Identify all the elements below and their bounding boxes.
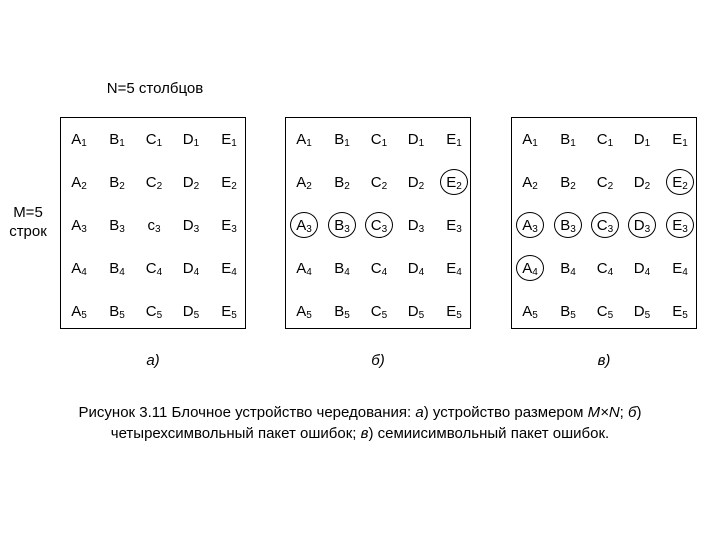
cell-a5 [62,298,96,324]
cell-letter: A [71,259,82,277]
cell-letter: A [71,130,82,148]
cell-index: 2 [532,180,538,192]
cell-c2 [588,169,622,195]
cell-index: 5 [532,309,538,321]
cell-c5 [588,298,622,324]
cell-a5 [513,298,547,324]
cell-a3-circled [290,212,318,238]
cell-letter: A [71,216,82,234]
cell-letter: C [596,259,608,277]
cell-a4-circled [516,255,544,281]
cell-a1 [62,126,96,152]
cell-letter: C [145,130,157,148]
cell-index: 1 [119,137,125,149]
cell-a4 [287,255,321,281]
cell-letter: B [109,173,120,191]
cell-a4 [62,255,96,281]
cell-letter: E [446,302,457,320]
cell-index: 2 [682,180,688,192]
cell-e5 [212,298,246,324]
cell-index: 5 [119,309,125,321]
cell-c3-circled [365,212,393,238]
cell-c4 [362,255,396,281]
cell-letter: A [296,216,307,234]
cell-letter: C [145,302,157,320]
cell-d5 [399,298,433,324]
cell-index: 4 [644,266,651,278]
cell-index: 3 [644,223,651,235]
cell-letter: D [407,259,419,277]
cell-index: 4 [156,266,163,278]
cell-letter: E [446,259,457,277]
rows-label-line2: строк [9,223,47,240]
cell-letter: E [221,302,232,320]
cell-letter: E [446,216,457,234]
cell-b1 [100,126,134,152]
cell-b2 [551,169,585,195]
cell-index: 3 [344,223,350,235]
cell-index: 2 [607,180,614,192]
cell-index: 5 [682,309,688,321]
cell-index: 3 [81,223,87,235]
cell-b1 [551,126,585,152]
cell-index: 5 [156,309,163,321]
cell-letter: B [109,216,120,234]
cell-letter: D [182,130,194,148]
cell-letter: D [182,173,194,191]
cell-index: 4 [570,266,576,278]
panel-b-grid [285,117,471,329]
cell-letter: C [370,130,382,148]
cell-e3 [437,212,471,238]
panel-v-grid [511,117,697,329]
cell-b2 [100,169,134,195]
cell-d1 [625,126,659,152]
cell-index: 5 [418,309,425,321]
cell-index: 5 [306,309,312,321]
cell-b3 [100,212,134,238]
cell-a2 [287,169,321,195]
cell-c4 [588,255,622,281]
cell-a2 [513,169,547,195]
cell-b3-circled [554,212,582,238]
cell-e1 [212,126,246,152]
cell-c2 [137,169,171,195]
cell-e2-circled [440,169,468,195]
cell-d4 [174,255,208,281]
cell-letter: E [672,216,683,234]
cell-letter: E [672,173,683,191]
cell-b2 [325,169,359,195]
cell-c5 [362,298,396,324]
cell-index: 3 [456,223,462,235]
cell-e3-circled [666,212,694,238]
cell-index: 2 [570,180,576,192]
panel-a-caption: а) [146,352,160,369]
cell-letter: B [560,259,571,277]
cell-letter: A [296,173,307,191]
figure-caption-line1: Рисунок 3.11 Блочное устройство чередования: а) устройство размером M×N; б) [78,404,642,421]
cell-index: 2 [456,180,462,192]
cell-c1 [362,126,396,152]
cell-index: 1 [607,137,614,149]
cell-letter: D [633,173,645,191]
cell-d2 [625,169,659,195]
cell-b4 [551,255,585,281]
cell-d3 [399,212,433,238]
cell-index: 5 [381,309,388,321]
cell-index: 4 [344,266,350,278]
cell-index: 1 [532,137,538,149]
cell-index: 2 [81,180,87,192]
cell-a2 [62,169,96,195]
cell-index: 2 [231,180,237,192]
cell-b1 [325,126,359,152]
cell-letter: c [147,216,155,234]
cell-index: 1 [193,137,200,149]
cell-b4 [100,255,134,281]
cell-letter: B [334,173,345,191]
rows-label [4,203,52,241]
cell-c1 [588,126,622,152]
cell-letter: E [221,173,232,191]
cell-letter: D [407,302,419,320]
cell-letter: B [560,173,571,191]
cell-c2 [362,169,396,195]
cell-a5 [287,298,321,324]
cell-letter: B [109,130,120,148]
cell-letter: A [522,216,533,234]
cell-letter: D [182,302,194,320]
cell-letter: A [522,130,533,148]
cell-letter: E [221,130,232,148]
cell-index: 2 [644,180,651,192]
cell-index: 1 [381,137,388,149]
cell-index: 2 [119,180,125,192]
cell-letter: B [334,259,345,277]
cell-b5 [551,298,585,324]
cell-letter: D [633,216,645,234]
cell-b5 [325,298,359,324]
cell-b3-circled [328,212,356,238]
cell-index: 4 [81,266,87,278]
cell-letter: A [71,302,82,320]
cell-a1 [287,126,321,152]
cell-a3-circled [516,212,544,238]
cell-e4 [663,255,697,281]
cell-d5 [625,298,659,324]
cell-letter: C [370,173,382,191]
rows-label-line1: M=5 [13,204,43,221]
cell-letter: D [633,259,645,277]
cell-letter: A [522,173,533,191]
cell-a3 [62,212,96,238]
cell-letter: E [672,259,683,277]
cell-index: 3 [154,223,161,235]
cell-c5 [137,298,171,324]
cell-index: 2 [306,180,312,192]
cell-e3 [212,212,246,238]
cell-index: 3 [381,223,388,235]
panel-v-caption: в) [597,352,611,369]
cell-index: 1 [81,137,87,149]
cell-index: 1 [644,137,651,149]
cell-letter: C [596,130,608,148]
cell-letter: D [407,173,419,191]
cell-e2-circled [666,169,694,195]
cell-index: 2 [156,180,163,192]
cell-letter: E [672,302,683,320]
cell-d2 [399,169,433,195]
cell-index: 3 [570,223,576,235]
cell-letter: D [407,216,419,234]
cell-index: 4 [607,266,614,278]
cell-index: 1 [456,137,462,149]
cell-index: 5 [81,309,87,321]
cell-letter: A [522,259,533,277]
cell-index: 2 [418,180,425,192]
cell-index: 4 [418,266,425,278]
cell-index: 5 [344,309,350,321]
cell-b4 [325,255,359,281]
cell-letter: A [71,173,82,191]
cell-a1 [513,126,547,152]
cell-letter: D [633,130,645,148]
cell-index: 1 [570,137,576,149]
cell-index: 2 [193,180,200,192]
cell-index: 3 [682,223,688,235]
cell-index: 4 [682,266,688,278]
cell-letter: C [596,302,608,320]
cell-index: 5 [607,309,614,321]
cell-letter: D [182,216,194,234]
cell-index: 5 [231,309,237,321]
cell-index: 3 [193,223,200,235]
cell-index: 5 [570,309,576,321]
cell-d4 [399,255,433,281]
cell-index: 4 [456,266,462,278]
cell-index: 3 [119,223,125,235]
cell-d5 [174,298,208,324]
cell-letter: C [145,173,157,191]
figure-caption [40,402,680,444]
cell-letter: C [370,302,382,320]
cell-d3 [174,212,208,238]
cell-index: 1 [682,137,688,149]
cell-index: 4 [381,266,388,278]
figure-caption-line2: четырехсимвольный пакет ошибок; в) семиисимвольный пакет ошибок. [110,425,610,442]
cell-index: 5 [193,309,200,321]
cell-letter: D [633,302,645,320]
cell-index: 1 [231,137,237,149]
cell-letter: E [446,173,457,191]
cell-index: 3 [607,223,614,235]
cell-letter: E [446,130,457,148]
cell-index: 4 [532,266,538,278]
cell-c1 [137,126,171,152]
cell-e1 [437,126,471,152]
cell-index: 3 [532,223,538,235]
cell-index: 1 [156,137,163,149]
cell-letter: D [407,130,419,148]
cell-index: 5 [644,309,651,321]
cell-c3 [137,212,171,238]
cell-d1 [174,126,208,152]
cell-letter: B [334,216,345,234]
cell-e5 [663,298,697,324]
panel-b-caption: б) [371,352,385,369]
cell-letter: C [370,259,382,277]
cell-index: 3 [306,223,312,235]
cell-letter: D [182,259,194,277]
cell-index: 1 [306,137,312,149]
cell-index: 2 [381,180,388,192]
cell-b5 [100,298,134,324]
cell-d4 [625,255,659,281]
cell-index: 4 [306,266,312,278]
cell-letter: B [109,259,120,277]
cell-letter: B [560,302,571,320]
cell-letter: B [109,302,120,320]
cell-letter: C [596,216,608,234]
cell-e2 [212,169,246,195]
cell-letter: A [296,130,307,148]
cell-d1 [399,126,433,152]
cell-index: 5 [456,309,462,321]
cell-e1 [663,126,697,152]
cell-c3-circled [591,212,619,238]
cell-letter: E [221,259,232,277]
cell-index: 4 [231,266,237,278]
cell-d2 [174,169,208,195]
cell-letter: B [334,302,345,320]
cell-index: 4 [193,266,200,278]
cell-letter: C [370,216,382,234]
cell-letter: A [296,302,307,320]
panel-a-grid [60,117,246,329]
cell-e4 [437,255,471,281]
cell-letter: B [560,216,571,234]
cell-index: 3 [418,223,425,235]
cell-letter: B [560,130,571,148]
cell-index: 3 [231,223,237,235]
cell-index: 1 [418,137,425,149]
cell-letter: A [522,302,533,320]
cell-d3-circled [628,212,656,238]
cell-index: 4 [119,266,125,278]
cell-c4 [137,255,171,281]
cell-e5 [437,298,471,324]
cell-e4 [212,255,246,281]
cell-letter: C [145,259,157,277]
cell-letter: A [296,259,307,277]
cell-letter: E [672,130,683,148]
cell-index: 1 [344,137,350,149]
cell-index: 2 [344,180,350,192]
columns-label: N=5 столбцов [106,80,204,97]
cell-letter: E [221,216,232,234]
cell-letter: B [334,130,345,148]
cell-letter: C [596,173,608,191]
